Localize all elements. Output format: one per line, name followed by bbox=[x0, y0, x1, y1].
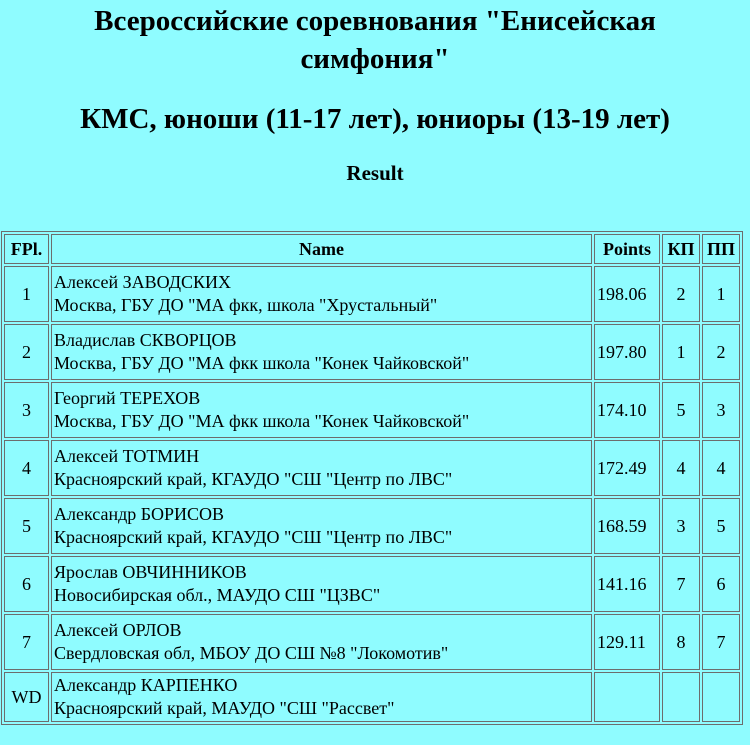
skater-club: Москва, ГБУ ДО "МА фкк школа "Конек Чайковской" bbox=[54, 353, 470, 373]
skater-name: Алексей ЗАВОДСКИХ bbox=[54, 272, 232, 292]
skater-name: Алексей ОРЛОВ bbox=[54, 620, 182, 640]
header-row bbox=[4, 234, 740, 264]
fs-cell: 5 bbox=[702, 498, 740, 554]
skater-club: Новосибирская обл., МАУДО СШ "ЦЗВС" bbox=[54, 585, 381, 605]
results-table bbox=[1, 231, 743, 725]
table-row bbox=[4, 440, 740, 496]
place-cell: WD bbox=[4, 672, 49, 722]
fs-cell: 7 bbox=[702, 614, 740, 670]
sp-cell bbox=[662, 672, 700, 722]
points-cell: 174.10 bbox=[594, 382, 660, 438]
column-header-points: Points bbox=[594, 234, 660, 264]
column-header-fs: ПП bbox=[702, 234, 740, 264]
name-cell bbox=[51, 324, 592, 380]
place-cell: 7 bbox=[4, 614, 49, 670]
table-row bbox=[4, 324, 740, 380]
place-cell: 1 bbox=[4, 266, 49, 322]
table-row bbox=[4, 266, 740, 322]
points-cell: 198.06 bbox=[594, 266, 660, 322]
sp-cell: 7 bbox=[662, 556, 700, 612]
name-cell bbox=[51, 382, 592, 438]
skater-club: Красноярский край, КГАУДО "СШ "Центр по ЛВС" bbox=[54, 527, 453, 547]
points-cell: 172.49 bbox=[594, 440, 660, 496]
table-row bbox=[4, 498, 740, 554]
skater-name: Алексей ТОТМИН bbox=[54, 446, 200, 466]
sp-cell: 2 bbox=[662, 266, 700, 322]
skater-club: Москва, ГБУ ДО "МА фкк, школа "Хрустальный" bbox=[54, 295, 438, 315]
skater-name: Ярослав ОВЧИННИКОВ bbox=[54, 562, 247, 582]
table-row bbox=[4, 382, 740, 438]
name-cell bbox=[51, 556, 592, 612]
table-row bbox=[4, 556, 740, 612]
column-header-sp: КП bbox=[662, 234, 700, 264]
sp-cell: 4 bbox=[662, 440, 700, 496]
table-row bbox=[4, 672, 740, 722]
page-title-line-1: Всероссийские соревнования "Енисейская bbox=[94, 5, 656, 37]
skater-club: Красноярский край, КГАУДО "СШ "Центр по ЛВС" bbox=[54, 469, 453, 489]
sp-cell: 1 bbox=[662, 324, 700, 380]
place-cell: 4 bbox=[4, 440, 49, 496]
table-row bbox=[4, 614, 740, 670]
place-cell: 3 bbox=[4, 382, 49, 438]
sp-cell: 5 bbox=[662, 382, 700, 438]
name-cell bbox=[51, 614, 592, 670]
place-cell: 6 bbox=[4, 556, 49, 612]
category-heading: КМС, юноши (11-17 лет), юниоры (13-19 лет) bbox=[80, 103, 670, 135]
skater-name: Александр БОРИСОВ bbox=[54, 504, 224, 524]
fs-cell: 4 bbox=[702, 440, 740, 496]
points-cell bbox=[594, 672, 660, 722]
place-cell: 5 bbox=[4, 498, 49, 554]
points-cell: 168.59 bbox=[594, 498, 660, 554]
fs-cell: 1 bbox=[702, 266, 740, 322]
skater-club: Красноярский край, МАУДО "СШ "Рассвет" bbox=[54, 698, 395, 718]
name-cell bbox=[51, 498, 592, 554]
place-cell: 2 bbox=[4, 324, 49, 380]
column-header-place: FPl. bbox=[4, 234, 49, 264]
sp-cell: 8 bbox=[662, 614, 700, 670]
fs-cell: 3 bbox=[702, 382, 740, 438]
fs-cell: 2 bbox=[702, 324, 740, 380]
name-cell bbox=[51, 672, 592, 722]
points-cell: 197.80 bbox=[594, 324, 660, 380]
skater-name: Георгий ТЕРЕХОВ bbox=[54, 388, 201, 408]
points-cell: 129.11 bbox=[594, 614, 660, 670]
name-cell bbox=[51, 266, 592, 322]
skater-name: Александр КАРПЕНКО bbox=[54, 675, 238, 695]
page-title-line-2: симфония" bbox=[300, 43, 450, 75]
skater-club: Москва, ГБУ ДО "МА фкк школа "Конек Чайковской" bbox=[54, 411, 470, 431]
skater-club: Свердловская обл, МБОУ ДО СШ №8 "Локомотив" bbox=[54, 643, 449, 663]
section-heading: Result bbox=[346, 161, 404, 185]
name-cell bbox=[51, 440, 592, 496]
skater-name: Владислав СКВОРЦОВ bbox=[54, 330, 237, 350]
sp-cell: 3 bbox=[662, 498, 700, 554]
points-cell: 141.16 bbox=[594, 556, 660, 612]
fs-cell: 6 bbox=[702, 556, 740, 612]
page-title bbox=[0, 2, 750, 78]
column-header-name: Name bbox=[51, 234, 592, 264]
fs-cell bbox=[702, 672, 740, 722]
